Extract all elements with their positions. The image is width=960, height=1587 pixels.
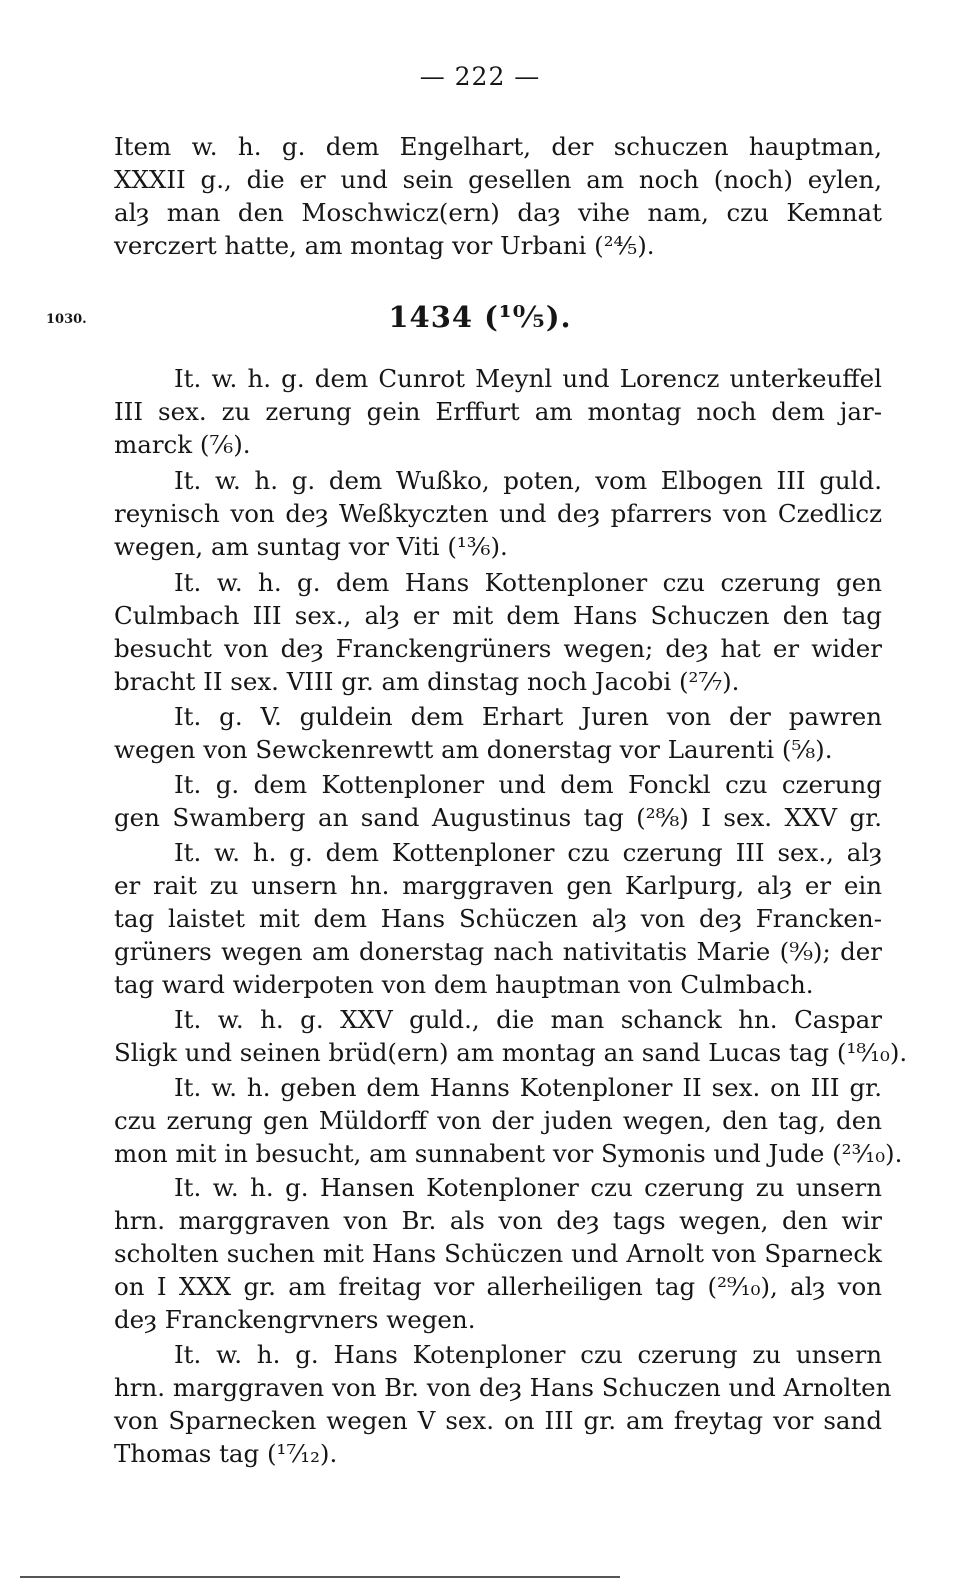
text-line: hrn. marggraven von Br. als von deȝ tags wegen, den wir [114,1206,882,1235]
text-line: alȝ man den Moschwicz(ern) daȝ vihe nam, czu Kemnat [114,198,882,227]
text-line: wegen von Sewckenrewtt am donerstag vor Laurenti (⁵⁄₈). [114,735,833,764]
entry-paragraph [114,1071,903,1170]
text-line: besucht von deȝ Franckengrüners wegen; deȝ hat er wider [114,634,882,663]
text-line: Thomas tag (¹⁷⁄₁₂). [114,1439,338,1468]
text-line: Culmbach III sex., alȝ er mit dem Hans Schuczen den tag [114,601,882,630]
text-line: gen Swamberg an sand Augustinus tag (²⁸⁄₈) I sex. XXV gr. [114,803,882,832]
text-line: It. w. h. g. dem Hans Kottenploner czu czerung gen [174,568,882,597]
year-heading: 1434 (¹⁰⁄₅). [388,300,572,334]
text-line: XXXII g., die er und sein gesellen am noch (noch) eylen, [114,165,882,194]
entry-paragraph [114,700,882,766]
margin-entry-number: 1030. [46,312,87,327]
text-line: von Sparnecken wegen V sex. on III gr. am freytag vor sand [114,1406,882,1435]
entry-paragraph [114,1171,882,1336]
entry-paragraph [114,464,882,563]
text-line: marck (⁷⁄₆). [114,430,251,459]
text-line: Sligk und seinen brüd(ern) am montag an sand Lucas tag (¹⁸⁄₁₀). [114,1038,908,1067]
entry-paragraph [114,836,882,1001]
text-line: It. g. dem Kottenploner und dem Fonckl czu czerung [174,770,882,799]
text-line: czu zerung gen Müldorff von der juden wegen, den tag, den [114,1106,882,1135]
page-number: — 222 — [419,62,541,91]
entry-paragraph [114,362,882,461]
text-line: mon mit in besucht, am sunnabent vor Symonis und Jude (²³⁄₁₀). [114,1139,903,1168]
text-line: deȝ Franckengrvners wegen. [114,1305,476,1334]
text-line: verczert hatte, am montag vor Urbani (²⁴⁄₅). [114,231,655,260]
text-line: tag ward widerpoten von dem hauptman von Culmbach. [114,970,814,999]
entry-paragraph [114,566,882,698]
text-line: It. w. h. geben dem Hanns Kotenploner II sex. on III gr. [174,1073,882,1102]
entry-paragraph [114,768,882,834]
text-line: It. w. h. g. dem Kottenploner czu czerung III sex., alȝ [174,838,882,867]
text-line: III sex. zu zerung gein Erffurt am montag noch dem jar- [114,397,882,426]
text-line: It. g. V. guldein dem Erhart Juren von der pawren [174,702,882,731]
text-line: It. w. h. g. dem Cunrot Meynl und Lorencz unterkeuffel [174,364,882,393]
text-line: scholten suchen mit Hans Schüczen und Arnolt von Sparneck [114,1239,882,1268]
text-line: tag laistet mit dem Hans Schüczen alȝ von deȝ Francken- [114,904,882,933]
text-line: It. w. h. g. XXV guld., die man schanck hn. Caspar [174,1005,882,1034]
entry-paragraph [114,130,882,262]
page-bottom-rule [20,1576,620,1578]
text-line: grüners wegen am donerstag nach nativitatis Marie (⁹⁄₉); der [114,937,882,966]
text-line: It. w. h. g. dem Wußko, poten, vom Elbogen III guld. [174,466,882,495]
text-line: hrn. marggraven von Br. von deȝ Hans Schuczen und Arnolten [114,1373,892,1402]
text-line: wegen, am suntag vor Viti (¹³⁄₆). [114,532,508,561]
text-line: Item w. h. g. dem Engelhart, der schuczen hauptman, [114,132,882,161]
text-line: It. w. h. g. Hansen Kotenploner czu czerung zu unsern [174,1173,882,1202]
text-line: bracht II sex. VIII gr. am dinstag noch Jacobi (²⁷⁄₇). [114,667,740,696]
text-line: It. w. h. g. Hans Kotenploner czu czerung zu unsern [174,1340,882,1369]
entry-paragraph [114,1338,892,1470]
text-line: reynisch von deȝ Weßkyczten und deȝ pfarrers von Czedlicz [114,499,882,528]
text-line: on I XXX gr. am freitag vor allerheiligen tag (²⁹⁄₁₀), alȝ von [114,1272,882,1301]
text-line: er rait zu unsern hn. marggraven gen Karlpurg, alȝ er ein [114,871,882,900]
entry-paragraph [114,1003,908,1069]
